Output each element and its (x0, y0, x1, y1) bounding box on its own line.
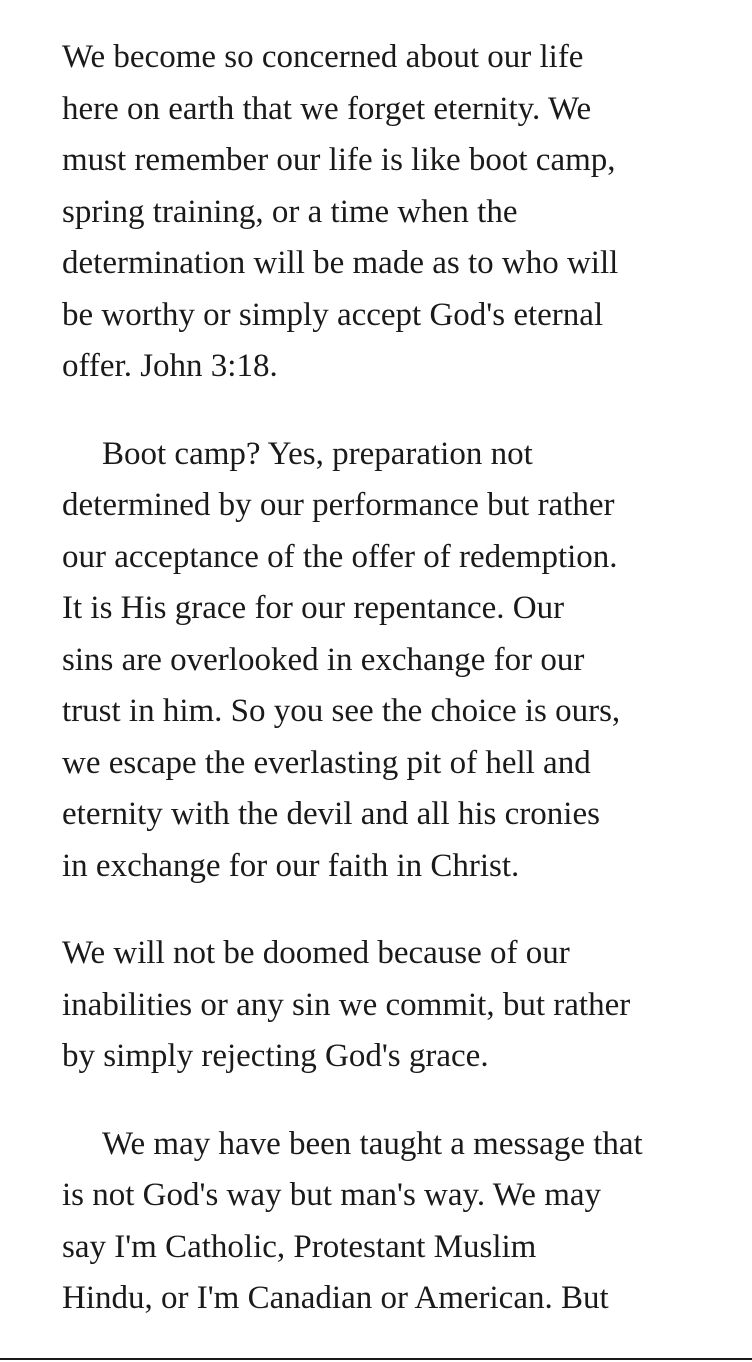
text-line: here on earth that we forget eternity. We (62, 90, 592, 127)
text-line: be worthy or simply accept God's eternal (62, 296, 604, 333)
paragraph (62, 1119, 722, 1325)
text-line: in exchange for our faith in Christ. (62, 847, 520, 884)
text-line: eternity with the devil and all his cronies (62, 796, 600, 832)
text-line: It is His grace for our repentance. Our (62, 590, 565, 626)
text-line: say I'm Catholic, Protestant Muslim (62, 1228, 537, 1265)
text-line: spring training, or a time when the (62, 193, 518, 230)
text-line: by simply rejecting God's grace. (62, 1038, 489, 1074)
text-line: trust in him. So you see the choice is ours, (62, 693, 621, 729)
text-line: Hindu, or I'm Canadian or American. But (62, 1280, 609, 1316)
paragraph (62, 928, 722, 1083)
text-line: sins are overlooked in exchange for our (62, 641, 585, 678)
page-bottom-rule (0, 1358, 752, 1360)
text-line: is not God's way but man's way. We may (62, 1177, 602, 1213)
text-line: We become so concerned about our life (62, 39, 584, 75)
text-line: we escape the everlasting pit of hell and (62, 744, 591, 781)
paragraph (62, 429, 722, 893)
text-line: We will not be doomed because of our (62, 935, 570, 971)
paragraph (62, 32, 722, 393)
text-line: determination will be made as to who will (62, 245, 619, 281)
body-text (62, 32, 722, 1325)
text-line: must remember our life is like boot camp, (62, 142, 616, 178)
text-line: our acceptance of the offer of redemption. (62, 538, 618, 575)
text-line: offer. John 3:18. (62, 348, 278, 384)
text-line: determined by our performance but rather (62, 487, 615, 523)
text-line: Boot camp? Yes, preparation not (102, 435, 533, 472)
text-line: We may have been taught a message that (102, 1125, 643, 1162)
text-line: inabilities or any sin we commit, but rather (62, 986, 631, 1023)
